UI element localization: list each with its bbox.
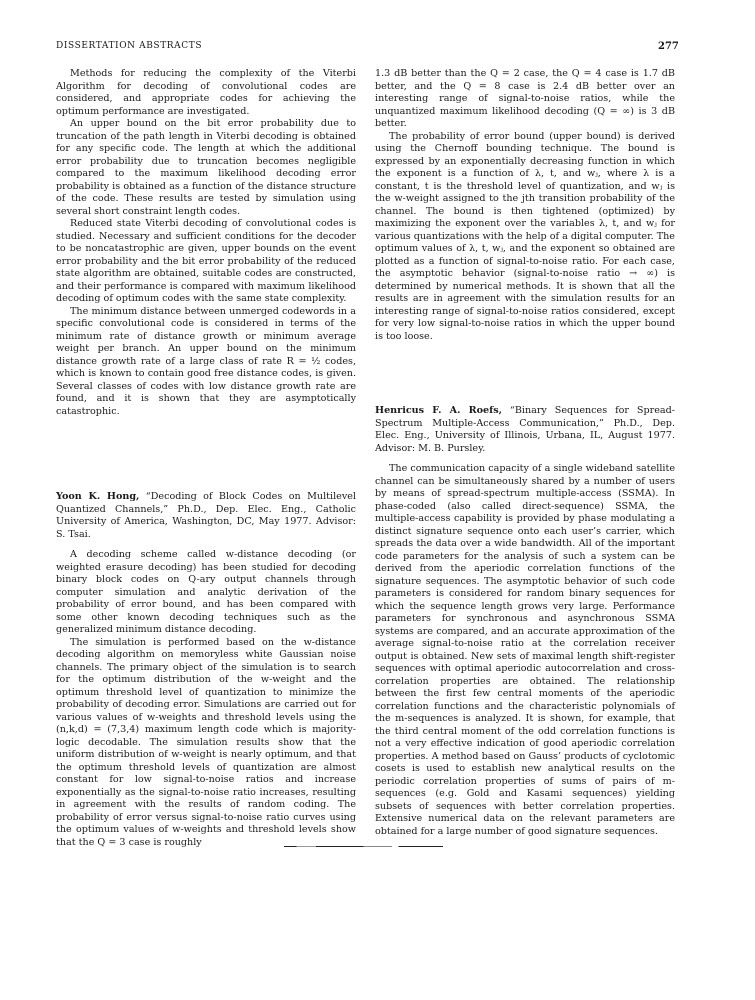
running-head: DISSERTATION ABSTRACTS [56, 41, 203, 51]
right-column [375, 68, 675, 838]
abstract-paragraph: Methods for reducing the complexity of the Viterbi Algorithm for decoding of convolutional codes are considered, and appropriate codes for achieving the optimum performance are investigated. [56, 68, 356, 117]
abstract-paragraph: The communication capacity of a single wideband satellite channel can be simultaneously shared by a number of users by means of spread-spectrum multiple-access (SSMA). In phase-coded (also called direct-sequence) SSMA, the multiple-access capability is provided by phase modulating a distinct signature sequence onto each user’s carrier, which spreads the data over a wide bandwidth. All of the important code parameters for the analysis of such a system can be derived from the aperiodic correlation functions of the signature sequences. The asymptotic behavior of such code parameters is considered for random binary sequences for which the sequence length grows very large. Performance parameters for synchronous and asynchronous SSMA systems are compared, and an accurate approximation of the average signal-to-noise ratio at the correlation receiver output is obtained. New sets of maximal length shift-register sequences with optimal aperiodic autocorrelation and cross-correlation properties are obtained. The relationship between the first few central moments of the aperiodic correlation functions and the characteristic polynomials of the m-sequences is analyzed. It is shown, for example, that the third central moment of the odd correlation functions is not a very effective indication of good aperiodic correlation properties. A method based on Gauss’ products of cyclotomic cosets is used to establish new analytical results on the periodic correlation properties of sums of pairs of m-sequences (e.g. Gold and Kasami sequences) yielding subsets of sequences with better correlation properties. Extensive numerical data on the relevant parameters are obtained for a large number of good signature sequences. [375, 463, 675, 837]
left-column [56, 68, 356, 849]
dissertation-entry-header [56, 491, 356, 541]
spacer [375, 455, 675, 463]
citation: “Decoding of Block Codes on Multilevel Quantized Channels,” Ph.D., Dep. Elec. Eng., Catholic University of America, Washington, DC, May 1977. Advisor: S. Tsai. [56, 491, 356, 540]
abstract-paragraph: An upper bound on the bit error probability due to truncation of the path length in Viterbi decoding is obtained for any specific code. The length at which the additional error probability due to truncation becomes negligible compared to the maximum likelihood decoding error probability is obtained as a function of the distance structure of the code. These results are tested by simulation using several short constraint length codes. [56, 118, 356, 217]
citation: “Binary Sequences for Spread-Spectrum Multiple-Access Communication,” Ph.D., Dep. Elec. Eng., University of Illinois, Urbana, IL, August 1977. Advisor: M. B. Pursley. [375, 405, 675, 454]
abstract-paragraph: 1.3 dB better than the Q = 2 case, the Q = 4 case is 1.7 dB better, and the Q = 8 case is 2.4 dB better over an interesting range of signal-to-noise ratios, while the unquantized maximum likelihood decoding (Q = ∞) is 3 dB better. [375, 68, 675, 129]
section-end-rule [284, 846, 443, 847]
author-name: Yoon K. Hong, [56, 491, 140, 502]
abstract-paragraph: Reduced state Viterbi decoding of convolutional codes is studied. Necessary and sufficient conditions for the decoder to be noncatastrophic are given, upper bounds on the event error probability and the bit error probability of the reduced state algorithm are obtained, suitable codes are constructed, and their performance is compared with maximum likelihood decoding of optimum codes with the same state complexity. [56, 218, 356, 304]
spacer [56, 541, 356, 549]
abstract-paragraph: The simulation is performed based on the w-distance decoding algorithm on memoryless white Gaussian noise channels. The primary object of the simulation is to search for the optimum distribution of the w-weight and the optimum threshold level of quantization to minimize the probability of decoding error. Simulations are carried out for various values of w-weights and threshold levels using the (n,k,d) = (7,3,4) maximum length code which is majority-logic decodable. The simulation results show that the uniform distribution of w-weight is nearly optimum, and that the optimum threshold levels of quantization are almost constant for low signal-to-noise ratios and increase exponentially as the signal-to-noise ratio increases, resulting in agreement with the results of random coding. The probability of error versus signal-to-noise ratio curves using the optimum values of w-weights and threshold levels show that the Q = 3 case is roughly [56, 636, 356, 848]
author-name: Henricus F. A. Roefs, [375, 405, 502, 416]
page-number: 277 [658, 41, 679, 52]
spacer [56, 418, 356, 491]
abstract-paragraph: The probability of error bound (upper bound) is derived using the Chernoff bounding technique. The bound is expressed by an exponentially decreasing function in which the exponent is a function of λ, t, and wⱼ, where λ is a constant, t is the threshold level of quantization, and wⱼ is the w-weight assigned to the jth transition probability of the channel. The bound is then tightened (optimized) by maximizing the exponent over the variables λ, t, and wⱼ for various quantizations with the help of a digital computer. The optimum values of λ, t, wⱼ, and the exponent so obtained are plotted as a function of signal-to-noise ratio. For each case, the asymptotic behavior (signal-to-noise ratio → ∞) is determined by numerical methods. It is shown that all the results are in agreement with the simulation results for an interesting range of signal-to-noise ratios considered, except for very low signal-to-noise ratios in which the upper bound is too loose. [375, 130, 675, 342]
spacer [375, 343, 675, 405]
dissertation-entry-header [375, 405, 675, 455]
abstract-paragraph: The minimum distance between unmerged codewords in a specific convolutional code is considered in terms of the minimum rate of distance growth or minimum average weight per branch. An upper bound on the minimum distance growth rate of a large class of rate R = ½ codes, which is known to contain good free distance codes, is given. Several classes of codes with low distance growth rate are found, and it is shown that they are asymptotically catastrophic. [56, 305, 356, 417]
abstract-paragraph: A decoding scheme called w-distance decoding (or weighted erasure decoding) has been studied for decoding binary block codes on Q-ary output channels through computer simulation and analytic derivation of the probability of error bound, and has been compared with some other known decoding techniques such as the generalized minimum distance decoding. [56, 549, 356, 635]
